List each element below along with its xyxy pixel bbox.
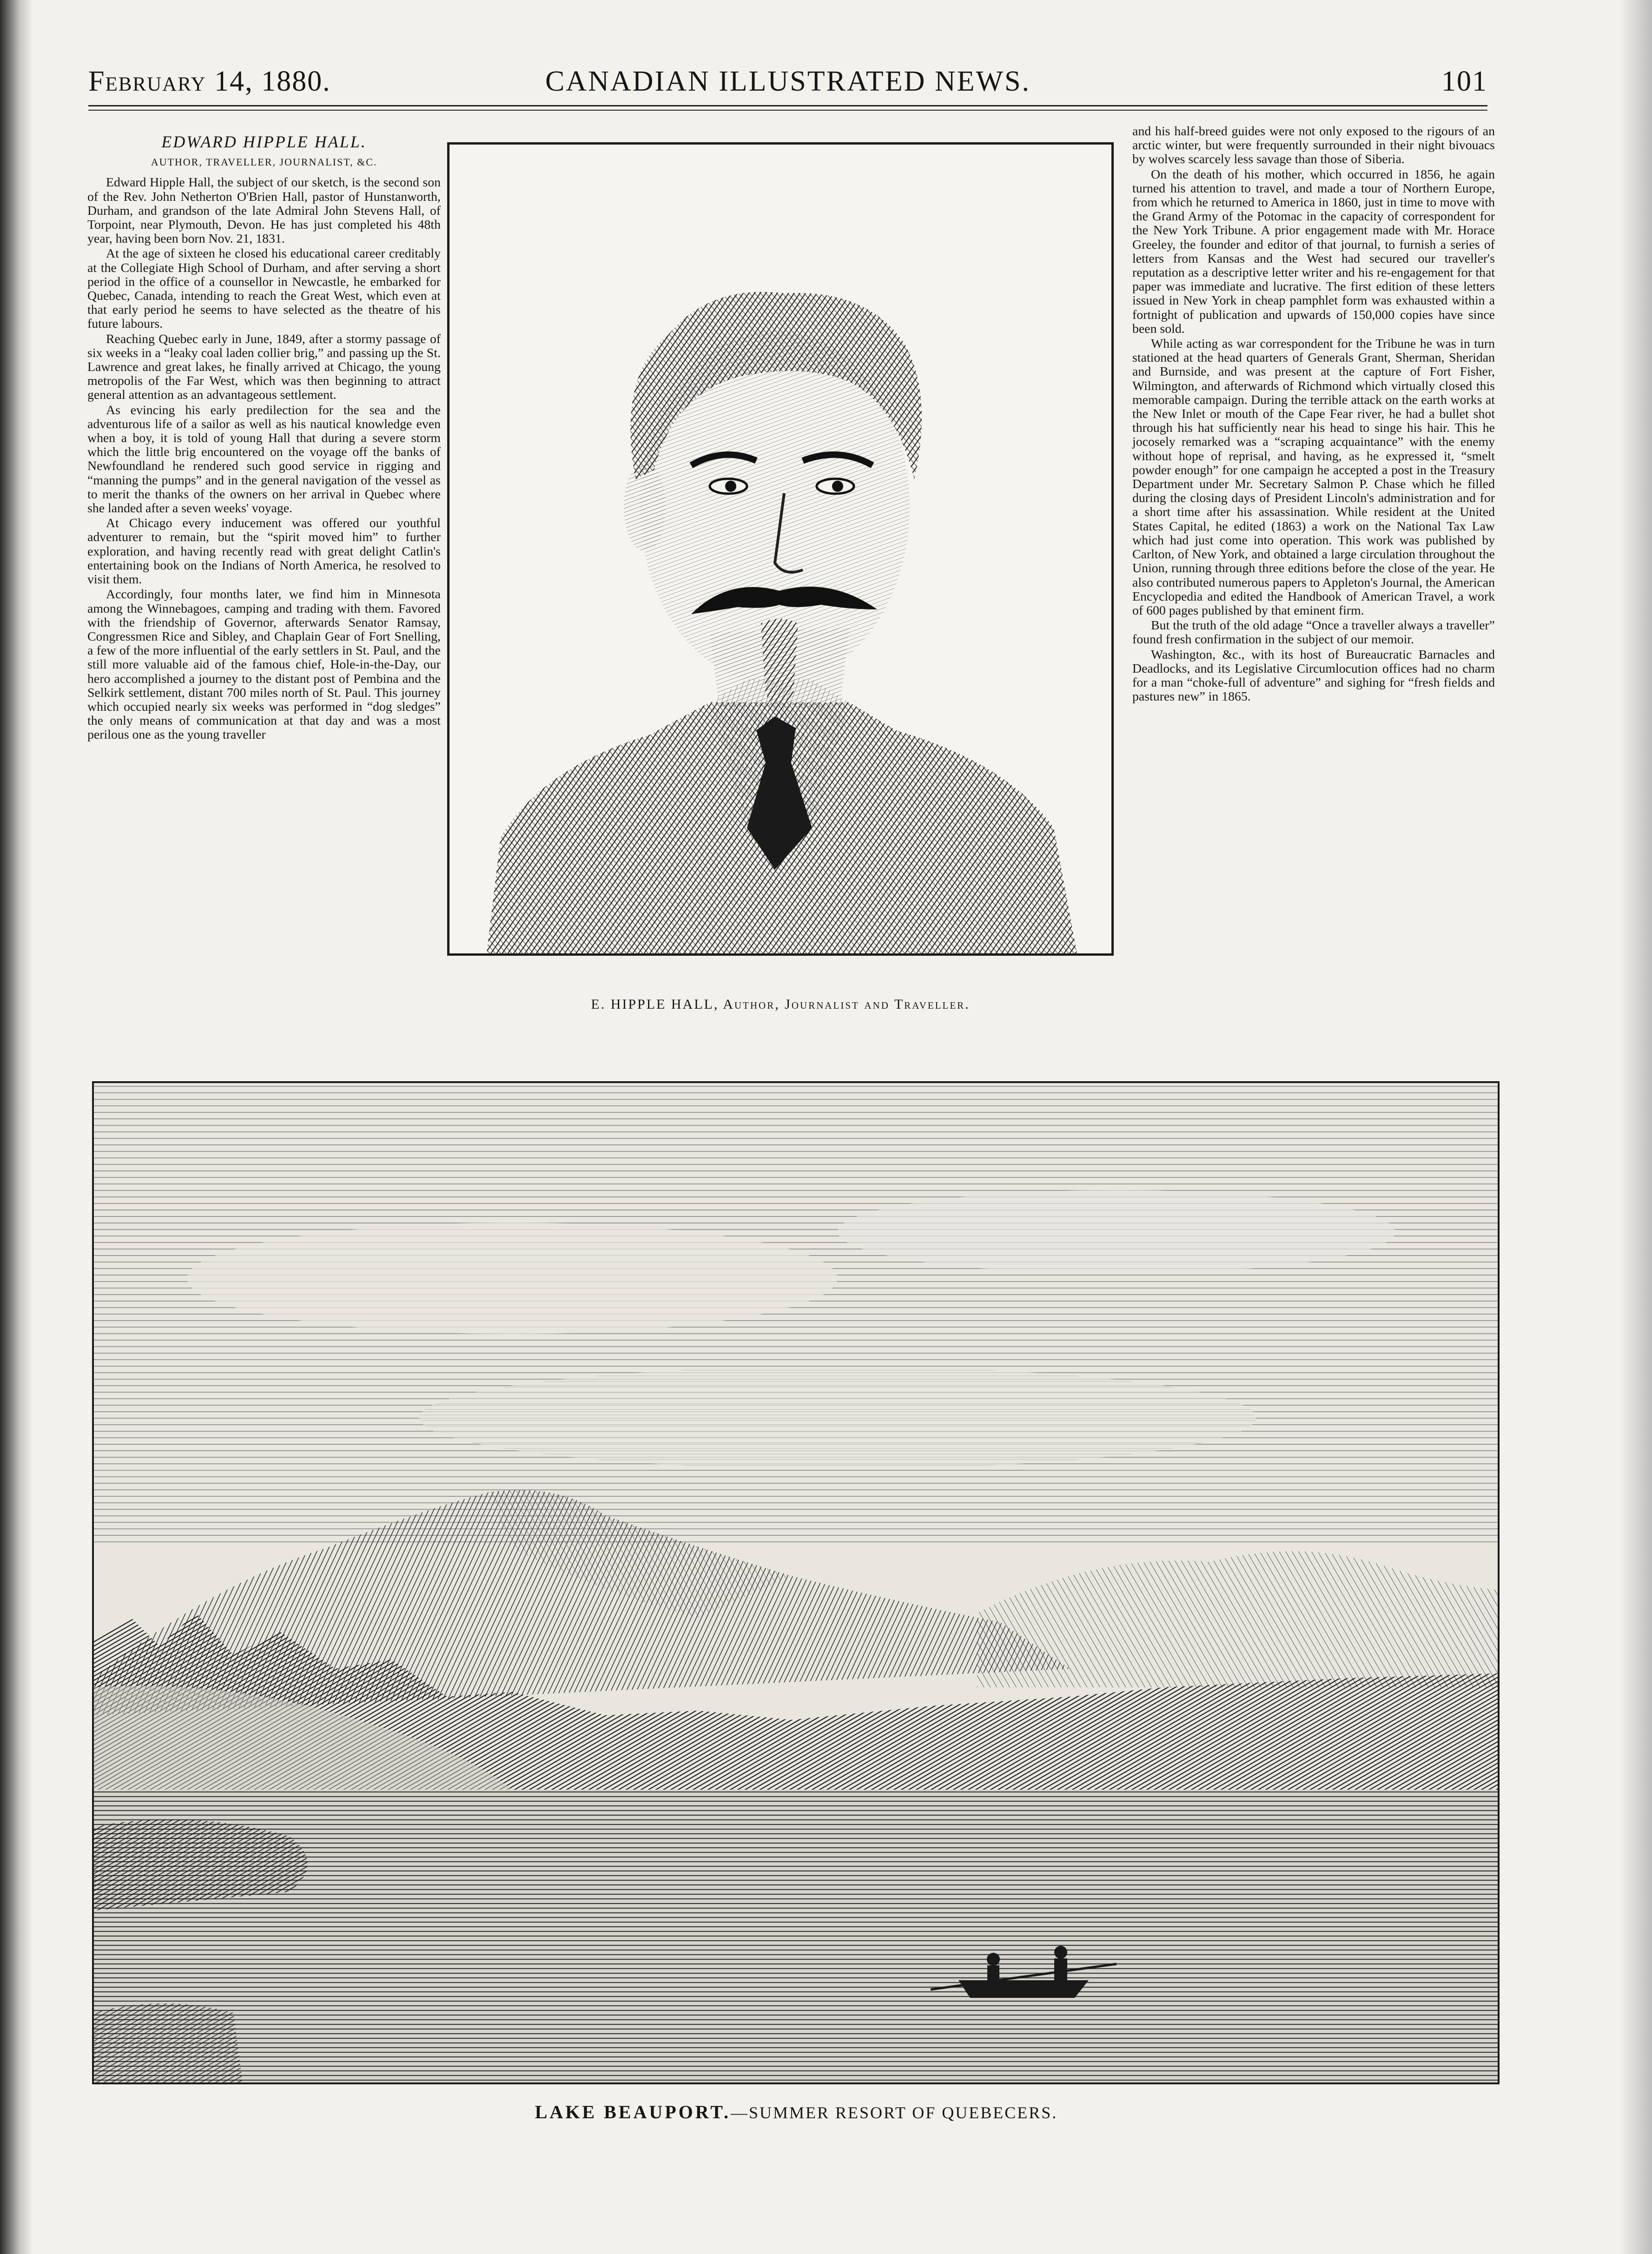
scan-right-edge — [1619, 0, 1652, 2254]
article-column-left — [87, 129, 441, 742]
landscape-engraving — [92, 1081, 1500, 2084]
issue-date: February 14, 1880. — [88, 66, 331, 97]
landscape-caption — [92, 2101, 1500, 2123]
masthead: CANADIAN ILLUSTRATED NEWS. — [545, 66, 1031, 97]
paragraph: Reaching Quebec early in June, 1849, after a stormy passage of six weeks in a “leaky coal laden collier brig,” and passing up the St. Lawrence and great lakes, he finally arrived at Chicago, the young metropolis of the Far West, which was then beginning to attract general attention as an advantageous settlement. — [87, 331, 441, 403]
landscape-caption-subtitle: —SUMMER RESORT OF QUEBECERS. — [730, 2103, 1058, 2122]
paragraph: and his half-breed guides were not only exposed to the rigours of an arctic winter, but were frequently surrounded in their night bivouacs by wolves scarcely less savage than those of Siberia. — [1132, 124, 1495, 167]
portrait-illustration — [449, 145, 1111, 953]
paragraph: Accordingly, four months later, we find him in Minnesota among the Winnebagoes, camping and trading with them. Favored with the friendship of Governor, afterwards Senator Ramsay, Congressmen Rice and Sibley, and Chaplain Gear of Fort Snelling, a few of the more influential of the early settlers in St. Paul, and the still more valuable aid of the famous chief, Hole-in-the-Day, our hero accomplished a journey to the distant post of Pembina and the Selkirk settlement, distant 700 miles north of St. Paul. This journey which occupied nearly six weeks was performed in “dog sledges” the only means of communication at that day and was a most perilous one as the young traveller — [87, 587, 441, 742]
article-title: EDWARD HIPPLE HALL. — [161, 132, 367, 151]
landscape-caption-title: LAKE BEAUPORT. — [535, 2102, 731, 2122]
paragraph: Edward Hipple Hall, the subject of our sketch, is the second son of the Rev. John Netherton O'Brien Hall, pastor of Hunstanworth, Durham, and grandson of the late Admiral John Stevens Hall, of Torpoint, near Plymouth, Devon. He has just completed his 48th year, having been born Nov. 21, 1831. — [87, 175, 441, 246]
paragraph: While acting as war correspondent for the Tribune he was in turn stationed at the head quarters of Generals Grant, Sherman, Sheridan and Burnside, and was present at the capture of Fort Fisher, Wilmington, and afterwards of Richmond which virtually closed this memorable campaign. During the terrible attack on the earth works at the New Inlet or mouth of the Cape Fear river, he had a bullet shot through his hat sufficiently near his head to singe his hair. This he jocosely remarked was a “scraping acquaintance” with the enemy without hope of reprisal, and having, as he expressed it, “smelt powder enough” for one campaign he accepted a post in the Treasury Department under Mr. Secretary Salmon P. Chase which he filled during the closing days of President Lincoln's administration and for a short time after his assassination. While resident at the United States Capital, he edited (1863) a work on the National Tax Law which had just come into operation. This work was published by Carlton, of New York, and obtained a large circulation throughout the Union, running through three editions before the close of the year. He also contributed numerous papers to Appleton's Journal, the American Encyclopedia and edited the Handbook of American Travel, a work of 600 pages published by that eminent firm. — [1132, 337, 1495, 618]
paragraph: As evincing his early predilection for the sea and the adventurous life of a sailor as well as his nautical knowledge even when a boy, it is told of young Hall that during a severe storm which the little brig encountered on the voyage off the banks of Newfoundland he rendered such good service in rigging and “manning the pumps” and in the general navigation of the vessel as to merit the thanks of the owners on her arrival in Quebec where she landed after a seven weeks' voyage. — [87, 403, 441, 516]
page-number: 101 — [1441, 66, 1487, 97]
paragraph: On the death of his mother, which occurred in 1856, he again turned his attention to travel, and made a tour of Northern Europe, from which he returned to America in 1860, just in time to move with the Grand Army of the Potomac in the capacity of correspondent for the New York Tribune. A prior engagement made with Mr. Horace Greeley, the founder and editor of that journal, to furnish a series of letters from Kansas and the West had secured our traveller's reputation as a descriptive letter writer and his re-engagement for that paper was immediate and lucrative. The first edition of these letters issued in New York in cheap pamphlet form was exhausted within a fortnight of publication and upwards of 150,000 copies have since been sold. — [1132, 167, 1495, 336]
scan-left-edge — [0, 0, 33, 2254]
portrait-engraving — [447, 142, 1114, 956]
page-header — [88, 65, 1487, 98]
paragraph: Washington, &c., with its host of Bureaucratic Barnacles and Deadlocks, and its Legislative Circumlocution offices had no charm for a man “choke-full of adventure” and sighing for “fresh fields and pastures new” in 1865. — [1132, 647, 1495, 704]
paragraph: But the truth of the old adage “Once a traveller always a traveller” found fresh confirmation in the subject of our memoir. — [1132, 618, 1495, 647]
paragraph: At the age of sixteen he closed his educational career creditably at the Collegiate High School of Durham, and after serving a short period in the office of a counsellor in Newcastle, he embarked for Quebec, Canada, intending to reach the Great West, which even at that early period he seems to have selected as the theatre of his future labours. — [87, 246, 441, 331]
portrait-caption: E. HIPPLE HALL, Author, Journalist and Traveller. — [591, 997, 970, 1012]
article-subtitle: AUTHOR, TRAVELLER, JOURNALIST, &C. — [151, 156, 377, 168]
lake-illustration — [94, 1083, 1498, 2082]
paragraph: At Chicago every inducement was offered our youthful adventurer to remain, but the “spirit moved him” to further exploration, and having recently read with great delight Catlin's entertaining book on the Indians of North America, he resolved to visit them. — [87, 516, 441, 587]
header-rule-bottom — [88, 110, 1487, 111]
header-rule-top — [88, 105, 1487, 106]
article-column-right — [1132, 125, 1495, 704]
